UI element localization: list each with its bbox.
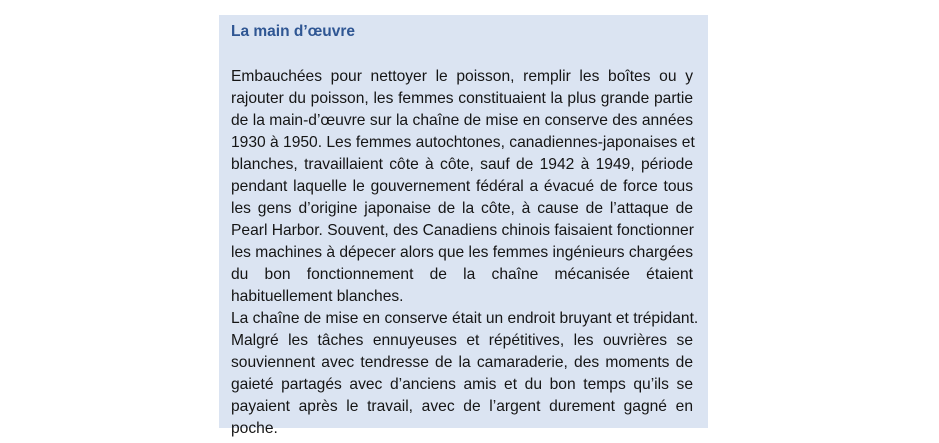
paragraph-2 (231, 308, 699, 440)
sidebar-box (219, 15, 708, 437)
text-line: Malgré les tâches ennuyeuses et répétitives, les ouvrières se (231, 332, 693, 349)
text-line: de la main-d’œuvre sur la chaîne de mise en conserve des années (231, 112, 693, 129)
text-line: Pearl Harbor. Souvent, des Canadiens chinois faisaient fonctionner (231, 222, 694, 239)
text-line: rajouter du poisson, les femmes constituaient la plus grande partie (231, 90, 693, 107)
text-line: les gens d’origine japonaise de la côte, à cause de l’attaque de (231, 200, 693, 217)
sidebar-body (231, 66, 699, 440)
text-line: les machines à dépecer alors que les femmes ingénieurs chargées (231, 244, 693, 261)
text-line: blanches, travaillaient côte à côte, sauf de 1942 à 1949, période (231, 156, 693, 173)
text-line: du bon fonctionnement de la chaîne mécanisée étaient (231, 266, 693, 283)
text-line: souviennent avec tendresse de la camaraderie, des moments de (231, 354, 693, 371)
sidebar-title: La main d’œuvre (231, 23, 356, 40)
text-line: habituellement blanches. (231, 288, 404, 305)
text-line: poche. (231, 420, 278, 437)
text-line: pendant laquelle le gouvernement fédéral a évacué de force tous (231, 178, 693, 195)
text-line: Embauchées pour nettoyer le poisson, remplir les boîtes ou y (231, 68, 693, 85)
paragraph-1 (231, 66, 693, 308)
text-line: payaient après le travail, avec de l’argent durement gagné en (231, 398, 693, 415)
text-line: gaieté partagés avec d’anciens amis et du bon temps qu’ils se (231, 376, 693, 393)
text-line: 1930 à 1950. Les femmes autochtones, canadiennes-japonaises et (231, 134, 695, 151)
text-line: La chaîne de mise en conserve était un endroit bruyant et trépidant. (231, 310, 699, 327)
